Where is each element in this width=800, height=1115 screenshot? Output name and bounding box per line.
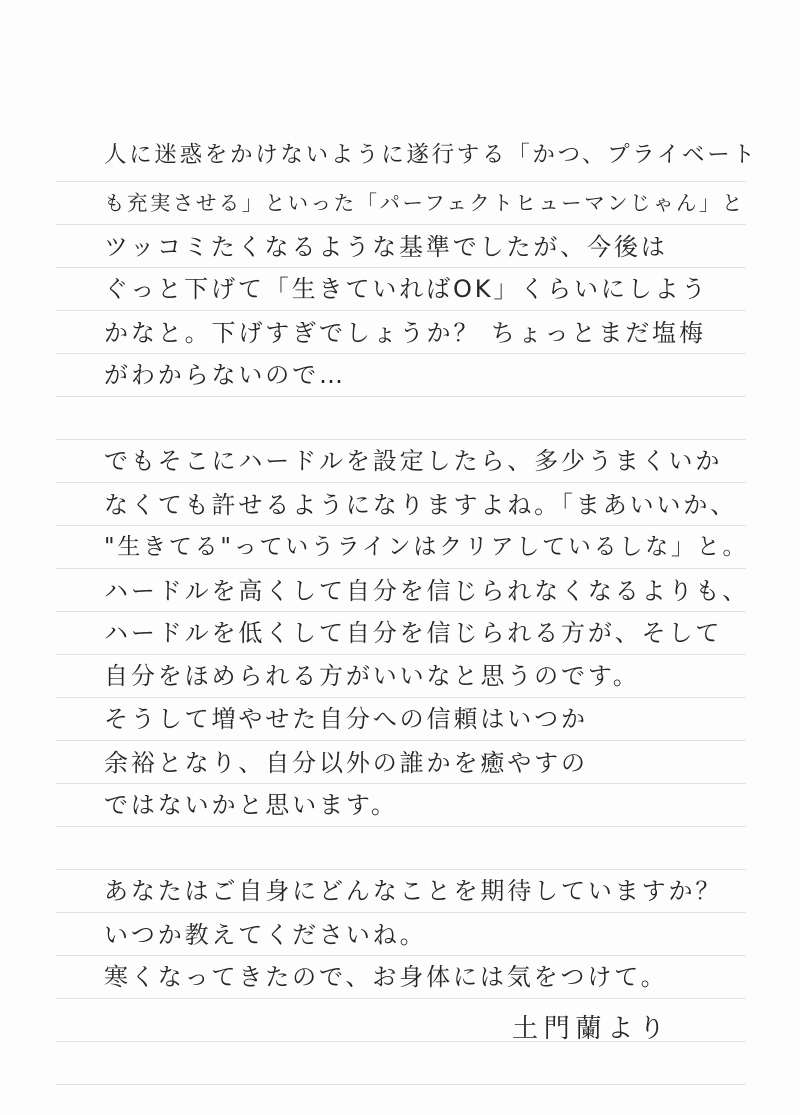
letter-line: ではないかと思います。: [104, 791, 398, 819]
ruled-line: [56, 310, 746, 311]
letter-line: ハードルを低くして自分を信じられる方が、そして: [104, 619, 723, 647]
ruled-line: [56, 740, 746, 741]
letter-line: ハードルを高くして自分を信じられなくなるよりも、: [104, 577, 750, 605]
ruled-line: [56, 439, 746, 440]
letter-line: あなたはご自身にどんなことを期待していますか？: [104, 877, 723, 905]
letter-line: 人に迷惑をかけないように遂行する「かつ、プライベート: [104, 142, 758, 168]
ruled-line: [56, 396, 746, 397]
ruled-line: [56, 826, 746, 827]
letter-line: そうして増やせた自分への信頼はいつか: [104, 705, 588, 733]
ruled-line: [56, 482, 746, 483]
ruled-line: [56, 611, 746, 612]
letter-line: かなと。下げすぎでしょうか？ ちょっとまだ塩梅: [104, 319, 706, 347]
ruled-line: [56, 568, 746, 569]
ruled-line: [56, 181, 746, 182]
ruled-line: [56, 998, 746, 999]
letter-line: がわからないので…: [104, 361, 346, 389]
letter-line: なくても許せるようになりますよね。「まあいいか、: [104, 491, 738, 519]
ruled-line: [56, 1084, 746, 1085]
letter-line: 余裕となり、自分以外の誰かを癒やすの: [104, 749, 588, 777]
letter-line: でもそこにハードルを設定したら、多少うまくいか: [104, 447, 723, 475]
letter-line: 寒くなってきたので、お身体には気をつけて。: [104, 963, 668, 991]
letter-line: "生きてる"っていうラインはクリアしているしな」と。: [104, 534, 749, 560]
ruled-line: [56, 267, 746, 268]
letter-line: いつか教えてくださいね。: [104, 921, 427, 949]
ruled-line: [56, 955, 746, 956]
ruled-line: [56, 224, 746, 225]
ruled-line: [56, 654, 746, 655]
ruled-line: [56, 912, 746, 913]
letter-line: ぐっと下げて「生きていればOK」くらいにしよう: [104, 275, 709, 303]
letter-line: も充実させる」といった「パーフェクトヒューマンじゃん」と: [104, 191, 745, 215]
ruled-line: [56, 697, 746, 698]
ruled-line: [56, 353, 746, 354]
ruled-line: [56, 869, 746, 870]
letter-line: ツッコミたくなるような基準でしたが、今後は: [104, 233, 668, 261]
signature: 土門蘭より: [512, 1014, 671, 1044]
ruled-line: [56, 783, 746, 784]
ruled-line: [56, 525, 746, 526]
letter-line: 自分をほめられる方がいいなと思うのです。: [104, 662, 640, 690]
